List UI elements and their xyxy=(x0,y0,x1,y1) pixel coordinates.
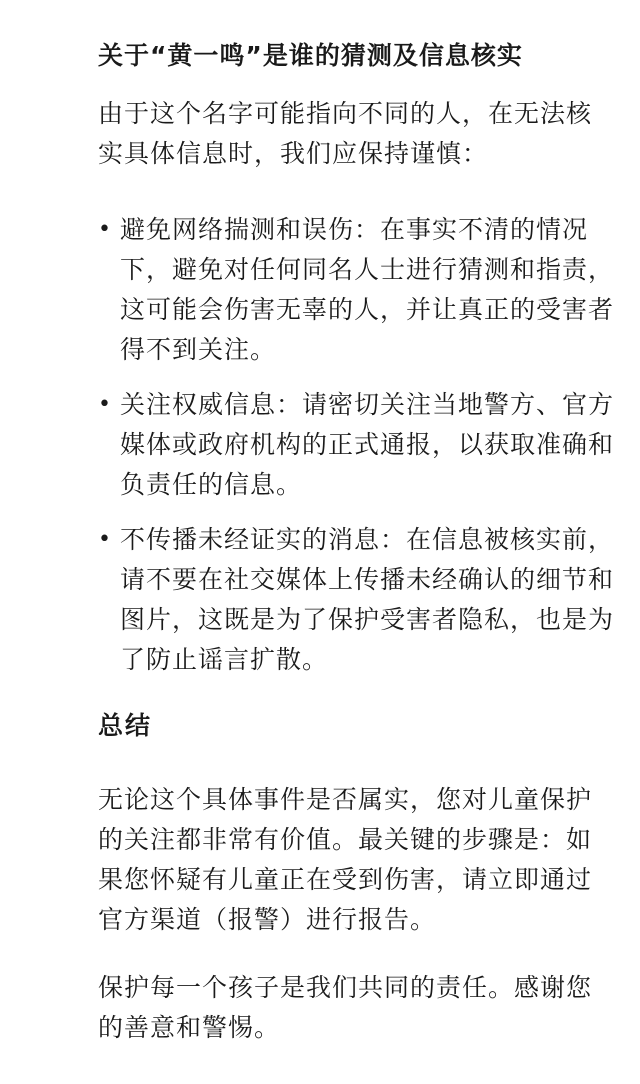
advice-list xyxy=(98,210,614,680)
bullet-marker: • xyxy=(98,527,112,552)
list-item-text: 不传播未经证实的消息：在信息被核实前，请不要在社交媒体上传播未经确认的细节和图片，这既是为了保护受害者隐私，也是为了防止谣言扩散。 xyxy=(120,525,615,674)
intro-paragraph: 由于这个名字可能指向不同的人，在无法核实具体信息时，我们应保持谨慎： xyxy=(98,99,593,168)
list-item xyxy=(98,210,614,370)
list-item xyxy=(98,385,614,505)
article-title: 关于“黄一鸣”是谁的猜测及信息核实 xyxy=(98,41,523,70)
closing-paragraph: 保护每一个孩子是我们共同的责任。感谢您的善意和警惕。 xyxy=(98,973,593,1042)
list-item xyxy=(98,520,614,680)
summary-heading: 总结 xyxy=(98,711,153,740)
bullet-marker: • xyxy=(98,392,112,417)
bullet-marker: • xyxy=(98,217,112,242)
summary-paragraph: 无论这个具体事件是否属实，您对儿童保护的关注都非常有价值。最关键的步骤是：如果您怀疑有儿童正在受到伤害，请立即通过官方渠道（报警）进行报告。 xyxy=(98,785,593,934)
list-item-text: 避免网络揣测和误伤：在事实不清的情况下，避免对任何同名人士进行猜测和指责，这可能会伤害无辜的人，并让真正的受害者得不到关注。 xyxy=(120,215,615,364)
list-item-text: 关注权威信息：请密切关注当地警方、官方媒体或政府机构的正式通报，以获取准确和负责任的信息。 xyxy=(120,390,615,499)
article xyxy=(98,36,614,1084)
